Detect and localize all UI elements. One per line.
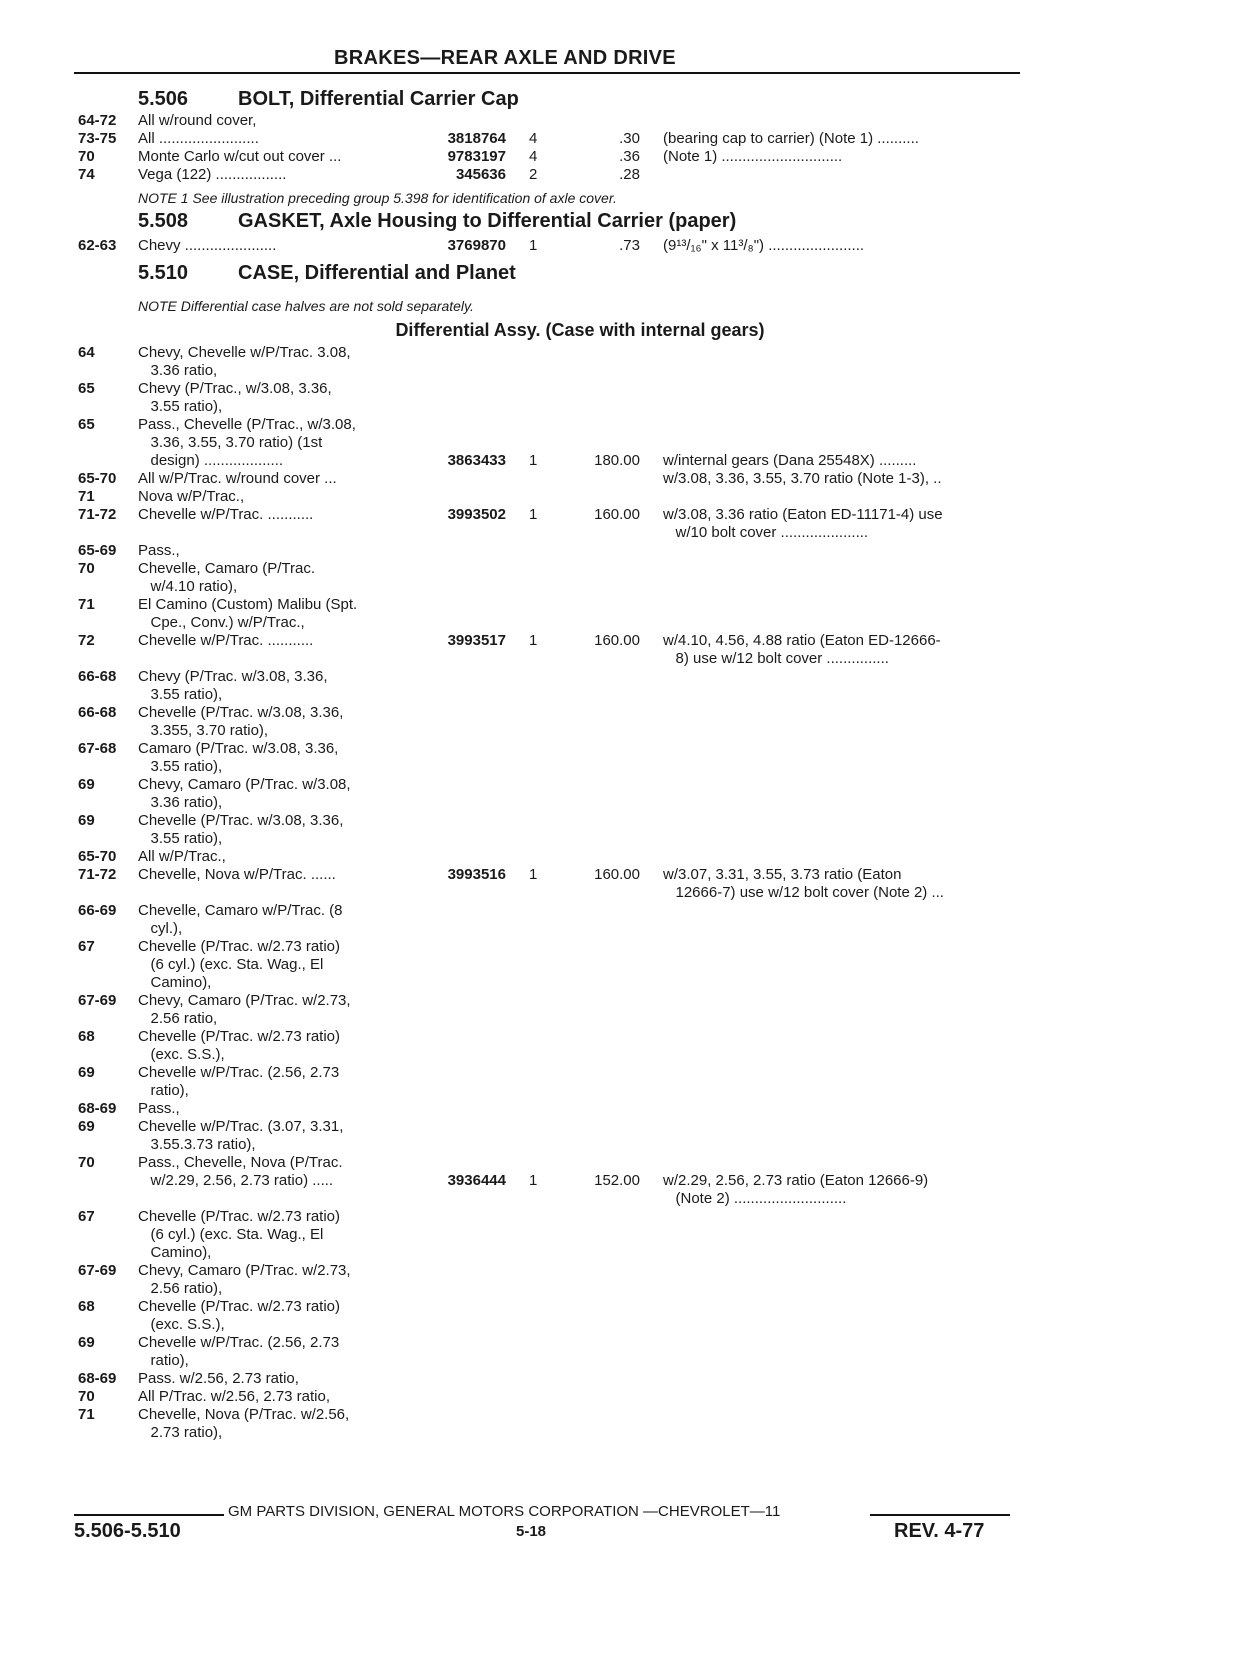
- price: .36: [619, 148, 640, 165]
- row-description: El Camino (Custom) Malibu (Spt.: [138, 596, 358, 613]
- row-description: Chevelle (P/Trac. w/2.73 ratio): [138, 1208, 341, 1225]
- part-number: 3993502: [447, 506, 506, 523]
- row-year: 67-69: [78, 992, 117, 1009]
- row-year: 72: [78, 632, 95, 649]
- row-year: 69: [78, 812, 95, 829]
- row-year: 67: [78, 938, 95, 955]
- row-year: 69: [78, 1334, 95, 1351]
- footer-revision: REV. 4-77: [894, 1520, 985, 1542]
- row-year: 73-75: [78, 130, 117, 147]
- row-description: Cpe., Conv.) w/P/Trac.,: [138, 614, 305, 631]
- remarks: (Note 1) .............................: [663, 148, 843, 165]
- row-year: 70: [78, 560, 95, 577]
- row-year: 65-70: [78, 848, 117, 865]
- price: 152.00: [594, 1172, 640, 1189]
- row-description: All w/P/Trac. w/round cover ...: [138, 470, 337, 487]
- part-number: 9783197: [447, 148, 506, 165]
- row-description: Nova w/P/Trac.,: [138, 488, 245, 505]
- remarks: w/3.08, 3.36 ratio (Eaton ED-11171-4) use: [663, 506, 943, 523]
- row-description: Chevy, Camaro (P/Trac. w/3.08,: [138, 776, 351, 793]
- subheading: Differential Assy. (Case with internal gears): [395, 320, 765, 340]
- row-year: 69: [78, 1118, 95, 1135]
- part-number: 345636: [455, 166, 506, 183]
- row-description: All P/Trac. w/2.56, 2.73 ratio,: [138, 1388, 331, 1405]
- row-description: Camino),: [138, 1244, 212, 1261]
- row-description: 2.56 ratio),: [138, 1280, 223, 1297]
- part-number: 3936444: [447, 1172, 506, 1189]
- row-description: Chevelle w/P/Trac. ...........: [138, 506, 314, 523]
- row-description: 3.55 ratio),: [138, 398, 223, 415]
- row-description: 3.36 ratio,: [138, 362, 218, 379]
- row-year: 65-70: [78, 470, 117, 487]
- row-year: 71-72: [78, 866, 117, 883]
- row-description: Chevelle (P/Trac. w/3.08, 3.36,: [138, 704, 344, 721]
- row-description: Chevelle w/P/Trac. ...........: [138, 632, 314, 649]
- row-description: All ........................: [138, 130, 259, 147]
- row-description: (exc. S.S.),: [138, 1316, 225, 1333]
- group-heading-5510: [138, 262, 516, 285]
- remarks: w/10 bolt cover .....................: [663, 524, 869, 541]
- group-title: GASKET, Axle Housing to Differential Carrier (paper): [238, 210, 737, 232]
- row-year: 64: [78, 344, 95, 361]
- row-year: 71-72: [78, 506, 117, 523]
- row-description: Chevelle (P/Trac. w/2.73 ratio): [138, 1028, 341, 1045]
- row-year: 66-69: [78, 902, 117, 919]
- remarks: w/internal gears (Dana 25548X) .........: [663, 452, 917, 469]
- part-number: 3993517: [447, 632, 506, 649]
- row-year: 69: [78, 776, 95, 793]
- footer-rule-left: [74, 1514, 224, 1516]
- row-description: Chevelle, Nova w/P/Trac. ......: [138, 866, 336, 883]
- group-heading-5506: [138, 88, 519, 111]
- part-number: 3818764: [447, 130, 506, 147]
- row-year: 70: [78, 148, 95, 165]
- row-year: 68-69: [78, 1100, 117, 1117]
- quantity: 1: [529, 632, 538, 649]
- part-number: 3769870: [447, 237, 506, 254]
- group-title: CASE, Differential and Planet: [238, 262, 516, 284]
- quantity: 2: [529, 166, 538, 183]
- row-description: Chevy ......................: [138, 237, 277, 254]
- row-description: 2.56 ratio,: [138, 1010, 218, 1027]
- remarks: w/4.10, 4.56, 4.88 ratio (Eaton ED-12666-: [663, 632, 941, 649]
- quantity: 1: [529, 506, 538, 523]
- header-rule: [74, 72, 1020, 74]
- quantity: 1: [529, 866, 538, 883]
- footer-section-range: 5.506-5.510: [74, 1520, 181, 1542]
- footer-publisher: GM PARTS DIVISION, GENERAL MOTORS CORPORATION —CHEVROLET—11: [228, 1503, 781, 1520]
- note-case-halves: NOTE Differential case halves are not sold separately.: [138, 298, 474, 314]
- row-description: Chevelle (P/Trac. w/3.08, 3.36,: [138, 812, 344, 829]
- row-description: cyl.),: [138, 920, 183, 937]
- row-description: Pass.,: [138, 1100, 180, 1117]
- price: 180.00: [594, 452, 640, 469]
- row-description: All w/round cover,: [138, 112, 257, 129]
- row-description: 2.73 ratio),: [138, 1424, 223, 1441]
- price: .30: [619, 130, 640, 147]
- group-number: 5.508: [138, 210, 189, 232]
- row-description: Chevy, Camaro (P/Trac. w/2.73,: [138, 1262, 351, 1279]
- page-title: BRAKES—REAR AXLE AND DRIVE: [334, 47, 676, 69]
- row-description: 3.36, 3.55, 3.70 ratio) (1st: [138, 434, 323, 451]
- price: 160.00: [594, 866, 640, 883]
- price: .73: [619, 237, 640, 254]
- row-description: Chevelle w/P/Trac. (2.56, 2.73: [138, 1334, 340, 1351]
- row-year: 71: [78, 596, 95, 613]
- row-description: (exc. S.S.),: [138, 1046, 225, 1063]
- remarks: (Note 2) ...........................: [663, 1190, 847, 1207]
- row-year: 68: [78, 1298, 95, 1315]
- row-description: 3.55 ratio),: [138, 830, 223, 847]
- row-year: 66-68: [78, 704, 117, 721]
- row-year: 66-68: [78, 668, 117, 685]
- quantity: 1: [529, 1172, 538, 1189]
- row-description: Chevy (P/Trac. w/3.08, 3.36,: [138, 668, 328, 685]
- row-year: 70: [78, 1154, 95, 1171]
- part-number: 3993516: [447, 866, 506, 883]
- price: 160.00: [594, 506, 640, 523]
- remarks: w/2.29, 2.56, 2.73 ratio (Eaton 12666-9): [663, 1172, 929, 1189]
- price: 160.00: [594, 632, 640, 649]
- group-number: 5.506: [138, 88, 189, 110]
- row-description: Pass., Chevelle, Nova (P/Trac.: [138, 1154, 343, 1171]
- row-description: Camino),: [138, 974, 212, 991]
- row-description: Camaro (P/Trac. w/3.08, 3.36,: [138, 740, 339, 757]
- remarks: (bearing cap to carrier) (Note 1) ..........: [663, 130, 919, 147]
- row-year: 62-63: [78, 237, 117, 254]
- row-description: 3.355, 3.70 ratio),: [138, 722, 269, 739]
- row-description: Chevelle, Nova (P/Trac. w/2.56,: [138, 1406, 350, 1423]
- footer-page-number: 5-18: [516, 1523, 547, 1540]
- row-year: 68-69: [78, 1370, 117, 1387]
- row-description: Pass., Chevelle (P/Trac., w/3.08,: [138, 416, 356, 433]
- row-year: 74: [78, 166, 95, 183]
- row-description: Chevelle (P/Trac. w/2.73 ratio): [138, 938, 341, 955]
- row-description: 3.55 ratio),: [138, 686, 223, 703]
- row-year: 67-68: [78, 740, 117, 757]
- row-year: 70: [78, 1388, 95, 1405]
- row-description: Chevelle, Camaro (P/Trac.: [138, 560, 315, 577]
- group-heading-5508: [138, 210, 736, 233]
- row-description: Monte Carlo w/cut out cover ...: [138, 148, 342, 165]
- row-description: w/4.10 ratio),: [138, 578, 238, 595]
- quantity: 4: [529, 130, 538, 147]
- row-description: Pass.,: [138, 542, 180, 559]
- remarks: (9¹³/₁₆" x 11³/₈") .......................: [663, 237, 865, 254]
- row-description: w/2.29, 2.56, 2.73 ratio) .....: [138, 1172, 334, 1189]
- row-description: 3.55 ratio),: [138, 758, 223, 775]
- row-description: 3.36 ratio),: [138, 794, 223, 811]
- row-description: Pass. w/2.56, 2.73 ratio,: [138, 1370, 299, 1387]
- row-description: Chevelle w/P/Trac. (2.56, 2.73: [138, 1064, 340, 1081]
- row-year: 68: [78, 1028, 95, 1045]
- remarks: w/3.08, 3.36, 3.55, 3.70 ratio (Note 1-3), ..: [663, 470, 942, 487]
- part-number: 3863433: [447, 452, 506, 469]
- quantity: 1: [529, 452, 538, 469]
- row-year: 71: [78, 488, 95, 505]
- row-description: All w/P/Trac.,: [138, 848, 226, 865]
- row-description: 3.55.3.73 ratio),: [138, 1136, 256, 1153]
- row-description: ratio),: [138, 1082, 189, 1099]
- row-description: Chevy, Chevelle w/P/Trac. 3.08,: [138, 344, 351, 361]
- remarks: 8) use w/12 bolt cover ...............: [663, 650, 889, 667]
- row-description: (6 cyl.) (exc. Sta. Wag., El: [138, 956, 324, 973]
- row-description: Chevelle (P/Trac. w/2.73 ratio): [138, 1298, 341, 1315]
- row-year: 67-69: [78, 1262, 117, 1279]
- quantity: 4: [529, 148, 538, 165]
- row-year: 64-72: [78, 112, 117, 129]
- row-description: design) ...................: [138, 452, 284, 469]
- row-description: Chevelle w/P/Trac. (3.07, 3.31,: [138, 1118, 344, 1135]
- remarks: w/3.07, 3.31, 3.55, 3.73 ratio (Eaton: [663, 866, 902, 883]
- row-description: Chevy, Camaro (P/Trac. w/2.73,: [138, 992, 351, 1009]
- row-description: Chevelle, Camaro w/P/Trac. (8: [138, 902, 343, 919]
- row-year: 65-69: [78, 542, 117, 559]
- row-description: Vega (122) .................: [138, 166, 287, 183]
- row-description: Chevy (P/Trac., w/3.08, 3.36,: [138, 380, 332, 397]
- remarks: 12666-7) use w/12 bolt cover (Note 2) ...: [663, 884, 944, 901]
- row-description: ratio),: [138, 1352, 189, 1369]
- row-description: (6 cyl.) (exc. Sta. Wag., El: [138, 1226, 324, 1243]
- row-year: 71: [78, 1406, 95, 1423]
- group-number: 5.510: [138, 262, 189, 284]
- row-year: 69: [78, 1064, 95, 1081]
- row-year: 67: [78, 1208, 95, 1225]
- price: .28: [619, 166, 640, 183]
- quantity: 1: [529, 237, 538, 254]
- note-1: NOTE 1 See illustration preceding group 5.398 for identification of axle cover.: [138, 190, 617, 206]
- row-year: 65: [78, 416, 95, 433]
- group-title: BOLT, Differential Carrier Cap: [238, 88, 519, 110]
- footer-rule-right: [870, 1514, 1010, 1516]
- row-year: 65: [78, 380, 95, 397]
